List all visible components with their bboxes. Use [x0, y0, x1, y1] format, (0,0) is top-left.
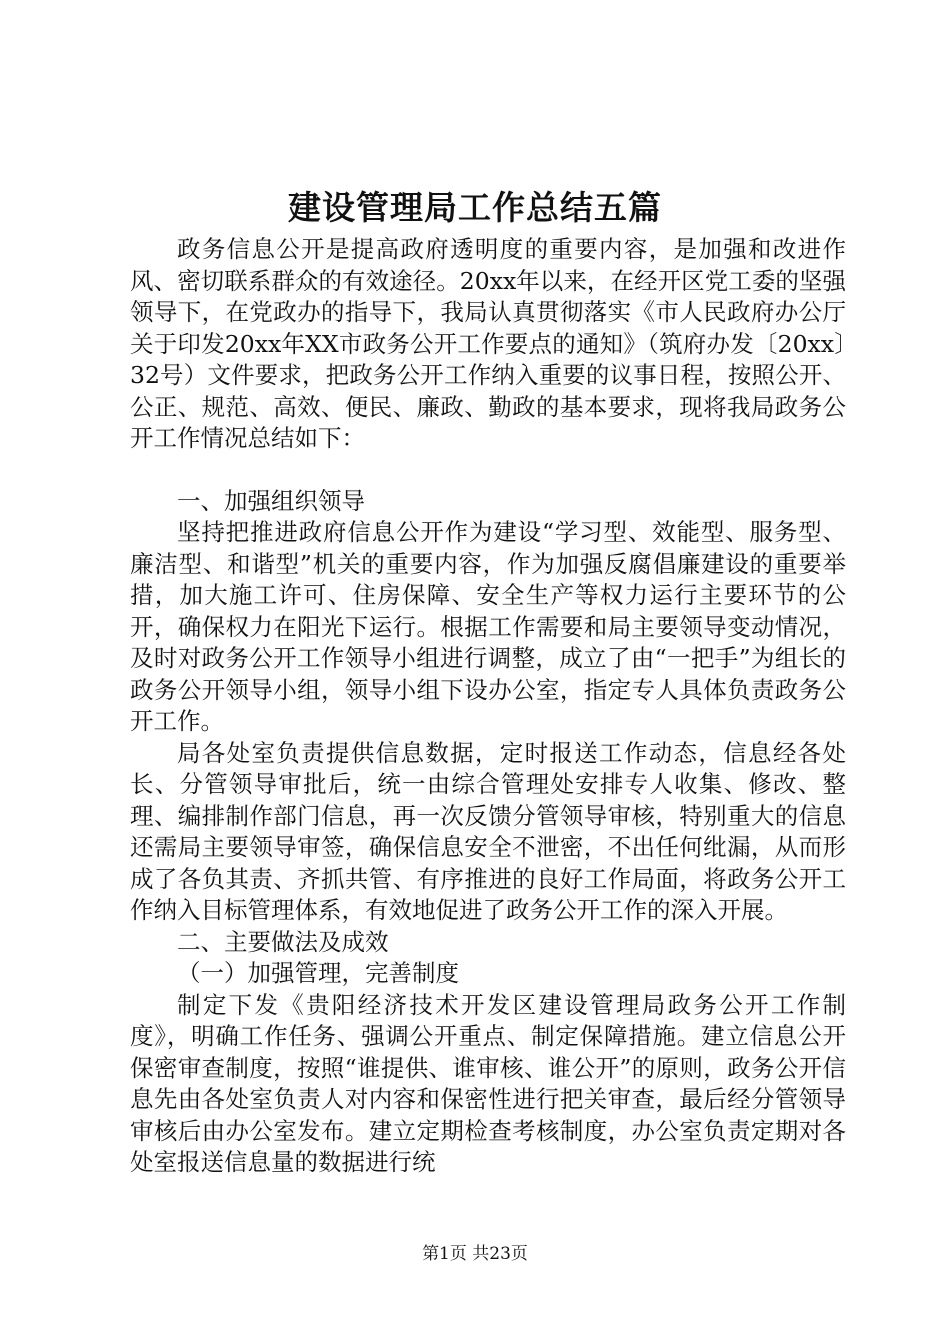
section-heading-2: 二、主要做法及成效 [177, 927, 389, 956]
paragraph-systems: 制定下发《贵阳经济技术开发区建设管理局政务公开工作制度》，明确工作任务、强调公开重点、制定保障措施。建立信息公开保密审查制度，按照“谁提供、谁审核、谁公开”的原则，政务公开信息先由各处室负责人对内容和保密性进行把关审查，最后经分管领导审核后由办公室发布。建立定期检查考核制度，办公室负责定期对各处室报送信息量的数据进行统 [130, 990, 846, 1176]
paragraph-intro: 政务信息公开是提高政府透明度的重要内容，是加强和改进作风、密切联系群众的有效途径。20xx年以来，在经开区党工委的坚强领导下，在党政办的指导下，我局认真贯彻落实《市人民政府办公厅关于印发20xx年XX市政务公开工作要点的通知》（筑府办发〔20xx〕32号）文件要求，把政务公开工作纳入重要的议事日程，按照公开、公正、规范、高效、便民、廉政、勤政的基本要求，现将我局政务公开工作情况总结如下： [130, 235, 846, 452]
paragraph-leadership: 坚持把推进政府信息公开作为建设“学习型、效能型、服务型、廉洁型、和谐型”机关的重要内容，作为加强反腐倡廉建设的重要举措，加大施工许可、住房保障、安全生产等权力运行主要环节的公开，确保权力在阳光下运行。根据工作需要和局主要领导变动情况，及时对政务公开工作领导小组进行调整，成立了由“一把手”为组长的政务公开领导小组，领导小组下设办公室，指定专人具体负责政务公开工作。 [130, 518, 846, 735]
page-footer: 第1页 共23页 [422, 1244, 528, 1264]
section-heading-1: 一、加强组织领导 [177, 486, 365, 515]
paragraph-departments: 局各处室负责提供信息数据，定时报送工作动态，信息经各处长、分管领导审批后，统一由综合管理处安排专人收集、修改、整理、编排制作部门信息，再一次反馈分管领导审核，特别重大的信息还需局主要领导审签，确保信息安全不泄密，不出任何纰漏，从而形成了各负其责、齐抓共管、有序推进的良好工作局面，将政务公开工作纳入目标管理体系，有效地促进了政务公开工作的深入开展。 [130, 738, 846, 924]
document-title: 建设管理局工作总结五篇 [288, 188, 662, 227]
document-body [130, 234, 846, 1179]
subsection-heading-1: （一）加强管理，完善制度 [177, 959, 459, 987]
